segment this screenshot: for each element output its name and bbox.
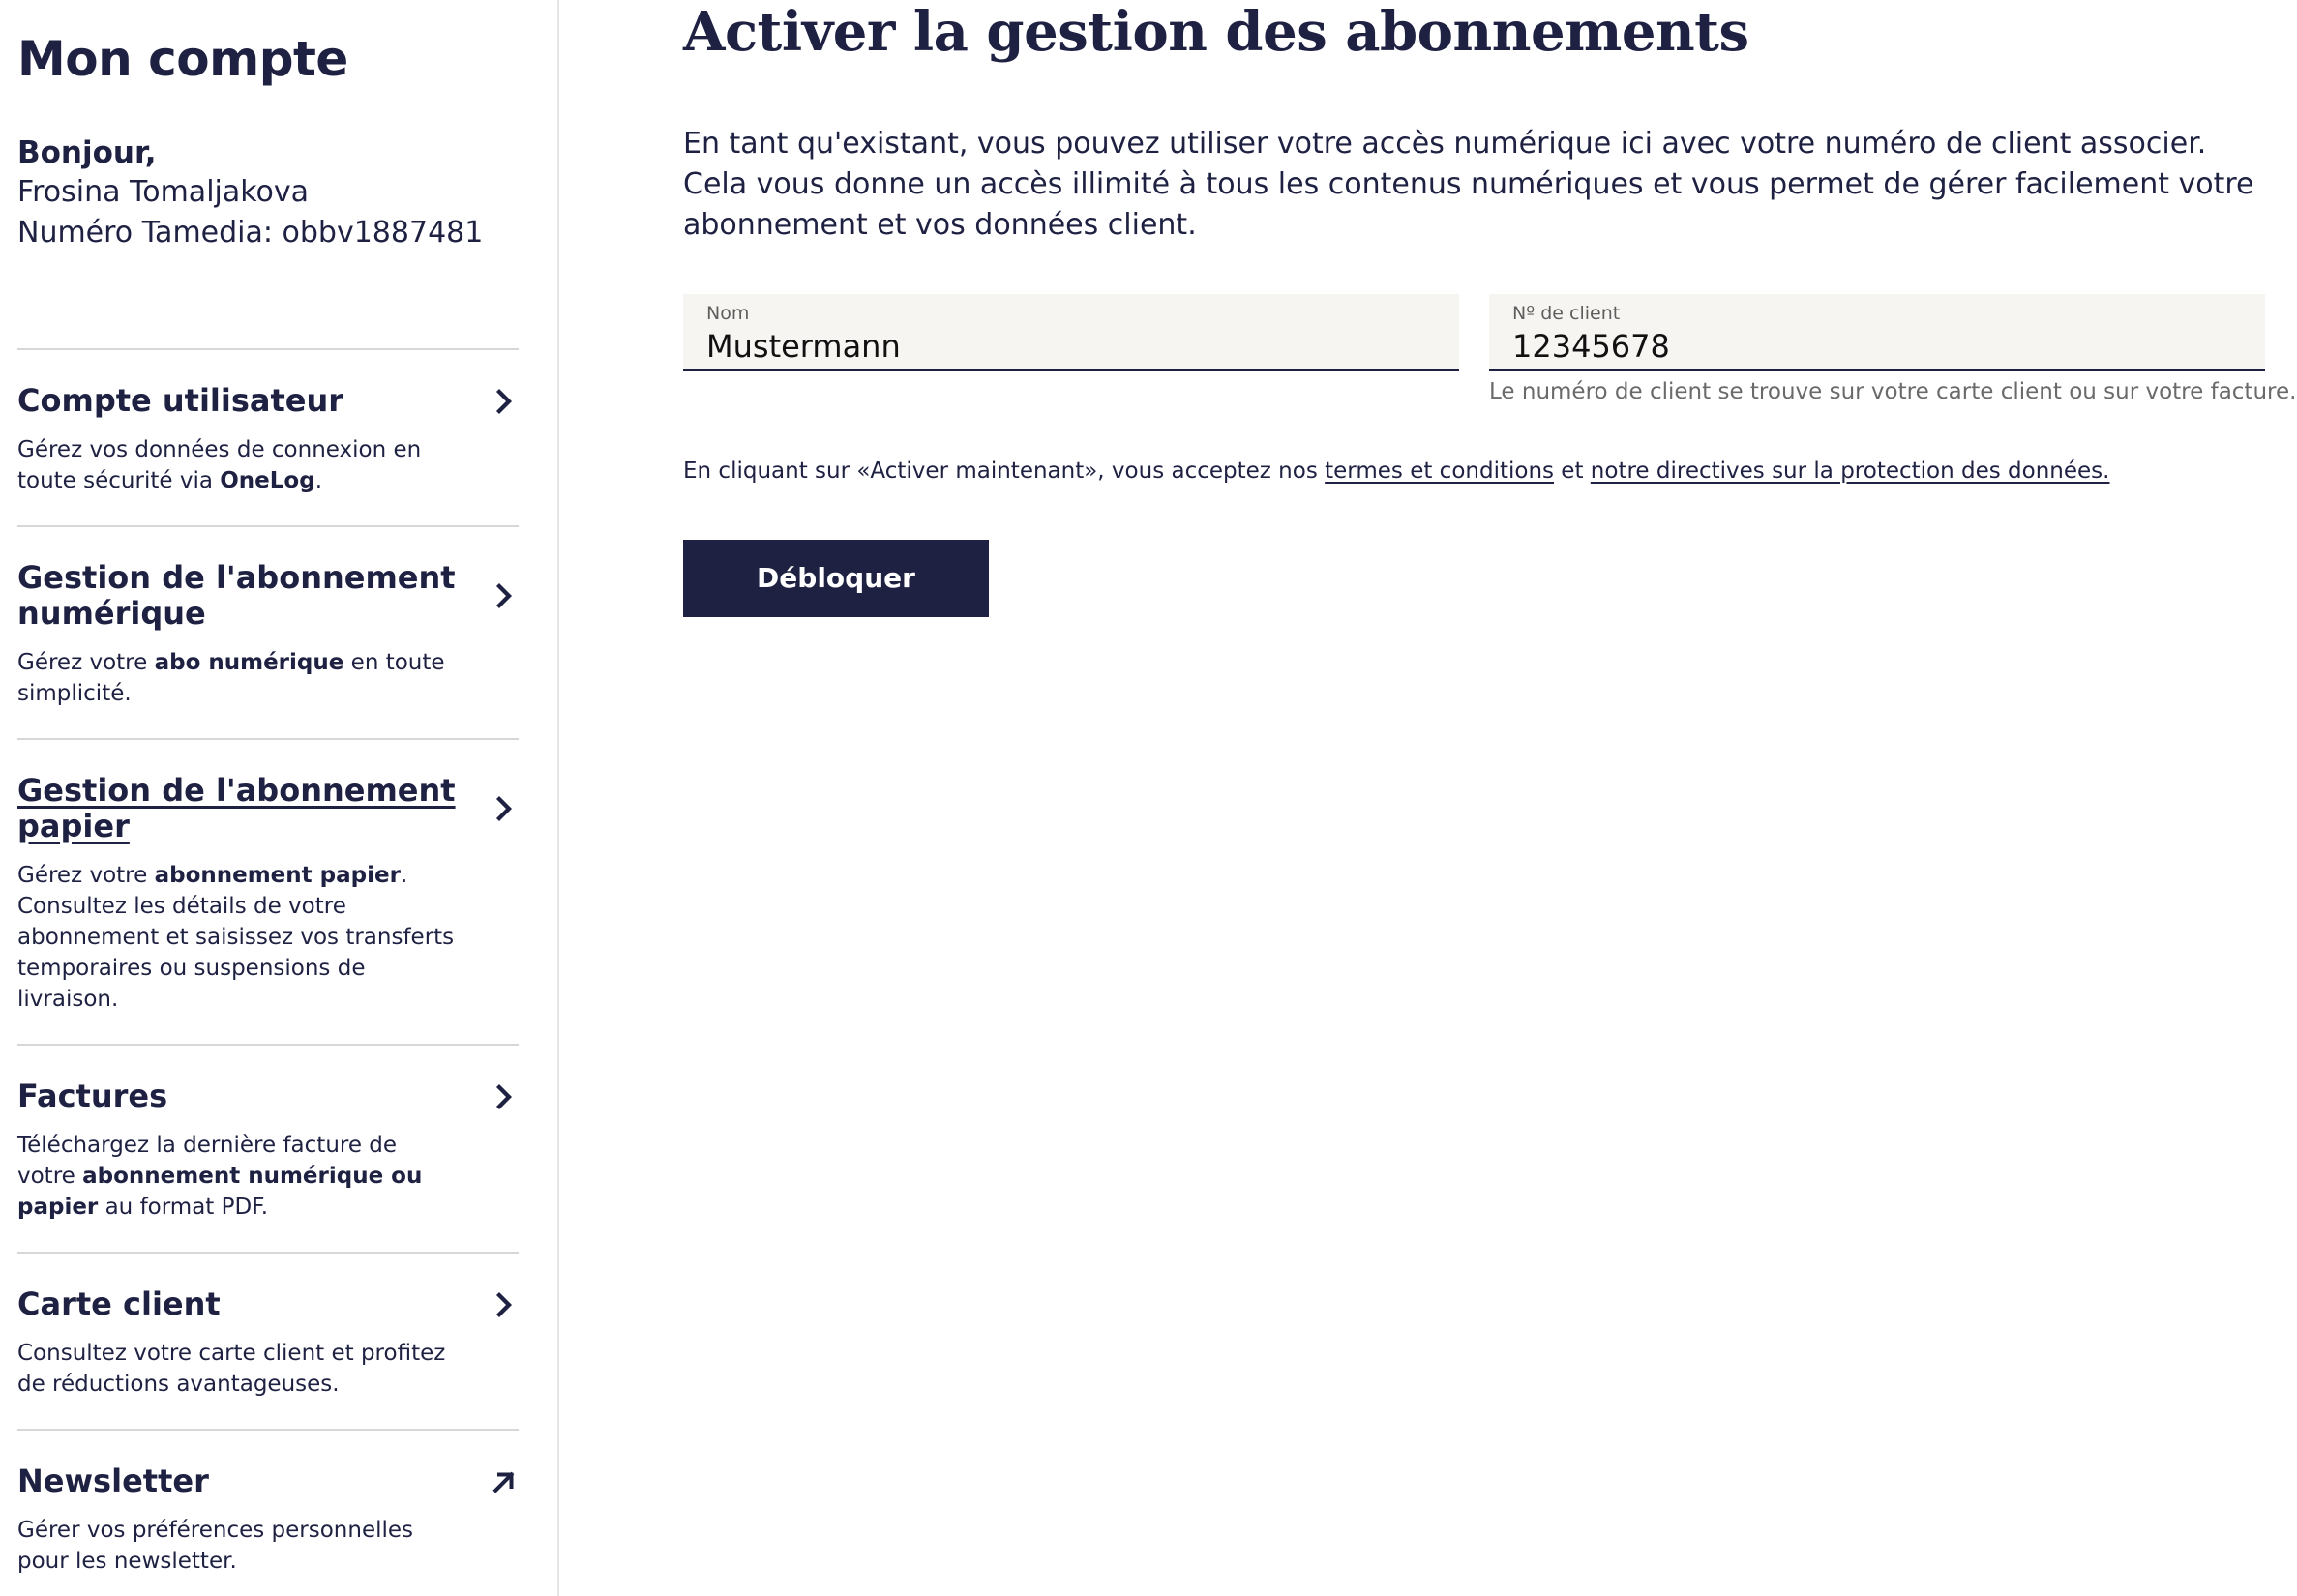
- chevron-right-icon: [490, 1082, 519, 1111]
- menu-item-description: Gérer vos préférences personnelles pour les newsletter.: [17, 1518, 414, 1574]
- customer-number: Numéro Tamedia: obbv1887481: [17, 216, 484, 250]
- terms-notice: En cliquant sur «Activer maintenant», vous acceptez nos termes et conditions et notre directives sur la protection des données.: [683, 458, 2110, 484]
- chevron-right-icon: [490, 794, 519, 823]
- privacy-link[interactable]: notre directives sur la protection des données.: [1590, 458, 2110, 484]
- intro-text: En tant qu'existant, vous pouvez utiliser votre accès numérique ici avec votre numéro de client associer. Cela vous donne un accès illimité à tous les contenus numériques et vous permet de gérer facilement votre abonnement et vos données client.: [683, 127, 2254, 242]
- client-number-label: Nº de client: [1512, 303, 1621, 324]
- menu-item-invoices[interactable]: [17, 1044, 519, 1252]
- chevron-right-icon: [490, 1290, 519, 1319]
- menu-item-paper-subscription[interactable]: [17, 738, 519, 1044]
- menu-item-title: Factures: [17, 1078, 168, 1114]
- name-input[interactable]: Mustermann: [706, 328, 901, 365]
- menu-item-title: Compte utilisateur: [17, 382, 344, 419]
- client-number-field[interactable]: [1489, 294, 2265, 371]
- menu-item-title: Newsletter: [17, 1463, 209, 1499]
- greeting-text: Bonjour,: [17, 135, 157, 170]
- menu-item-title: Carte client: [17, 1286, 221, 1322]
- user-name: Frosina Tomaljakova: [17, 175, 310, 209]
- sidebar-title: Mon compte: [17, 31, 348, 87]
- page-title: Activer la gestion des abonnements: [683, 0, 1749, 64]
- account-menu: [17, 348, 519, 1596]
- menu-item-description: Gérez vos données de connexion en toute sécurité via OneLog.: [17, 437, 422, 493]
- client-number-input[interactable]: 12345678: [1512, 328, 1670, 365]
- sidebar: [0, 0, 559, 1596]
- name-field[interactable]: [683, 294, 1459, 371]
- menu-item-customer-card[interactable]: [17, 1252, 519, 1429]
- menu-item-description: Téléchargez la dernière facture de votre abonnement numérique ou papier au format PDF.: [17, 1133, 423, 1220]
- client-number-hint: Le numéro de client se trouve sur votre carte client ou sur votre facture.: [1489, 379, 2297, 404]
- unlock-now-button[interactable]: Débloquer maintenant: [683, 540, 989, 617]
- menu-item-description: Gérez votre abo numérique en toute simplicité.: [17, 650, 445, 706]
- external-arrow-icon: [490, 1467, 519, 1496]
- menu-item-title: Gestion de l'abonnement numérique: [17, 559, 456, 632]
- menu-item-digital-subscription[interactable]: [17, 525, 519, 738]
- chevron-right-icon: [490, 387, 519, 416]
- menu-item-title: Gestion de l'abonnement papier: [17, 772, 456, 844]
- menu-item-description: Consultez votre carte client et profitez de réductions avantageuses.: [17, 1341, 446, 1397]
- name-field-label: Nom: [706, 303, 750, 324]
- menu-item-description: Gérez votre abonnement papier. Consultez les détails de votre abonnement et saisissez vos transferts temporaires ou suspensions de livraison.: [17, 863, 455, 1012]
- menu-item-newsletter[interactable]: [17, 1429, 519, 1596]
- chevron-right-icon: [490, 581, 519, 610]
- menu-item-user-account[interactable]: [17, 348, 519, 525]
- terms-link[interactable]: termes et conditions: [1325, 458, 1554, 484]
- greeting-block: [17, 133, 521, 253]
